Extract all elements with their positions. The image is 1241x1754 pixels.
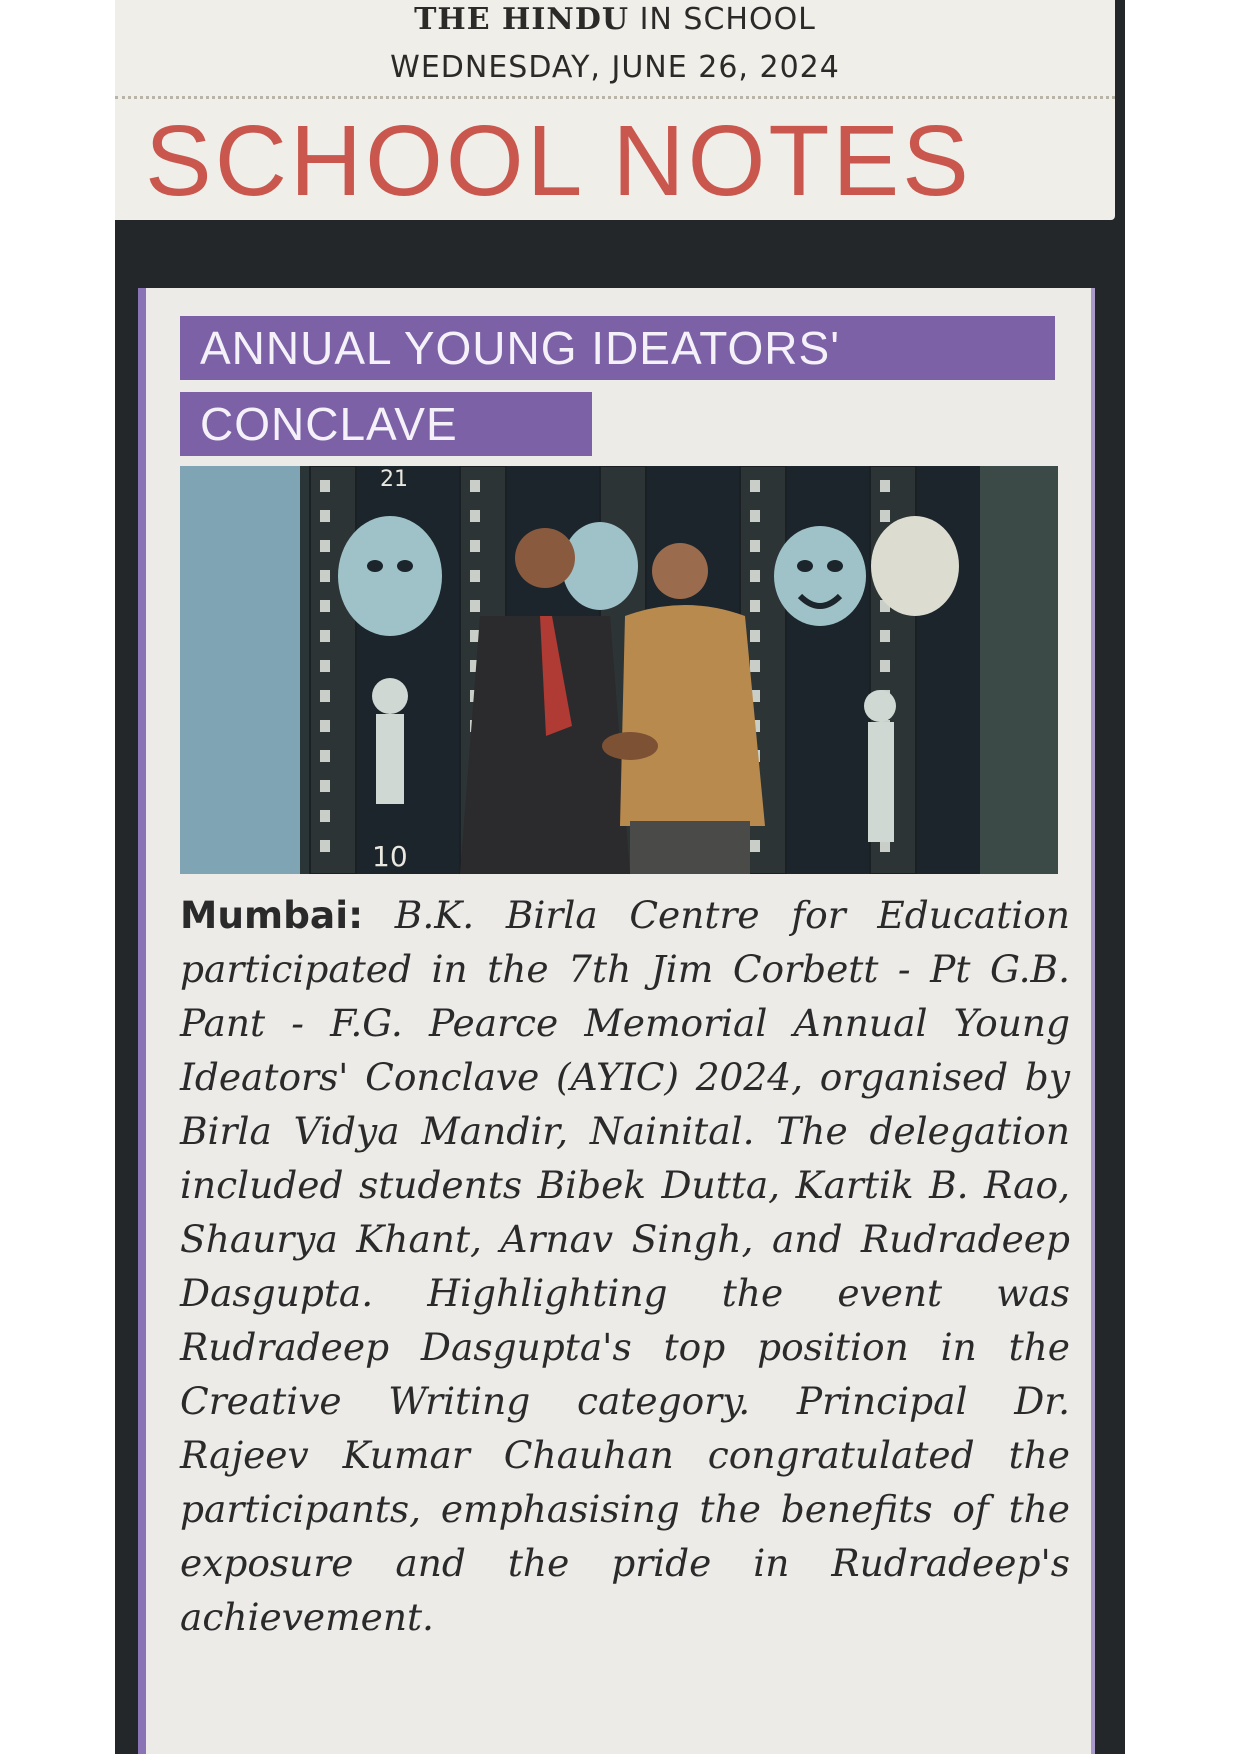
article-body (180, 888, 1070, 1644)
headline-line-2: CONCLAVE (180, 392, 592, 456)
brand-suffix: IN SCHOOL (629, 2, 816, 37)
section-title: SCHOOL NOTES (145, 105, 972, 217)
masthead-brand (115, 2, 1115, 37)
headline-line-1: ANNUAL YOUNG IDEATORS' (180, 316, 1055, 380)
dotted-divider (115, 96, 1115, 99)
backdrop-number-top: 21 (380, 467, 408, 492)
backdrop-number-bottom: 10 (372, 840, 408, 873)
award-ceremony-illustration (180, 466, 1058, 874)
article-body-text: B.K. Birla Centre for Education participated in the 7th Jim Corbett - Pt G.B. Pant - F.G. Pearce Memorial Annual Young Ideators' Conclave (AYIC) 2024, organised by Birla Vidya Mandir, Nainital. The delegation included students Bibek Dutta, Kartik B. Rao, Shaurya Khant, Arnav Singh, and Rudradeep Dasgupta. Highlighting the event was Rudradeep Dasgupta's top position in the Creative Writing category. Principal Dr. Rajeev Kumar Chauhan congratulated the participants, emphasising the benefits of the exposure and the pride in Rudradeep's achievement. (180, 893, 1071, 1639)
dateline: Mumbai: (180, 893, 364, 937)
publication-date: WEDNESDAY, JUNE 26, 2024 (390, 50, 840, 85)
masthead (115, 0, 1115, 220)
news-article (138, 288, 1095, 1754)
award-photo (180, 466, 1058, 874)
brand-name: THE HINDU (414, 2, 630, 37)
